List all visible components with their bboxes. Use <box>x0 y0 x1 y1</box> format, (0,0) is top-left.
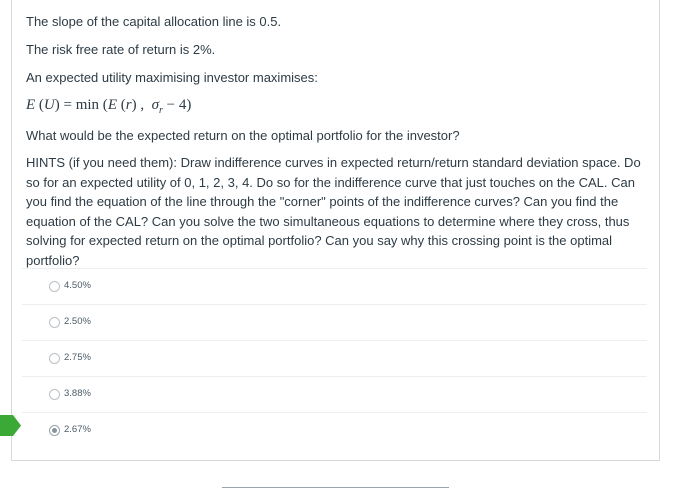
answer-label: 4.50% <box>64 280 91 291</box>
question-line-utility: An expected utility maximising investor maximises: <box>26 70 318 85</box>
question-line-risk-free: The risk free rate of return is 2%. <box>26 42 216 57</box>
answer-option[interactable] <box>22 304 647 340</box>
answer-label: 2.67% <box>64 424 91 435</box>
question-hints: HINTS (if you need them): Draw indifference curves in expected return/return standard deviation space. Do so for an expected utility of 0, 1, 2, 3, 4. Do so for the indifference curve that just touches on the CAL. Can you find the equation of the line through the "corner" points of the indifference curves? Can you find the equation of the CAL? Can you solve the two simultaneous equations to determine where they cross, thus solving for expected return on the optimal portfolio? Can you say why this crossing point is the optimal portfolio? <box>26 155 641 268</box>
answer-option-selected[interactable] <box>22 412 647 448</box>
radio-button[interactable] <box>49 281 60 292</box>
answer-option[interactable] <box>22 340 647 376</box>
question-line-slope: The slope of the capital allocation line is 0.5. <box>26 14 282 29</box>
answer-label: 2.50% <box>64 316 91 327</box>
radio-button[interactable] <box>49 317 60 328</box>
answer-option[interactable] <box>22 376 647 412</box>
answer-label: 3.88% <box>64 388 91 399</box>
correct-answer-arrow-icon <box>0 415 21 436</box>
answer-option[interactable] <box>22 268 647 304</box>
bottom-divider <box>222 487 449 488</box>
radio-button[interactable] <box>49 353 60 364</box>
utility-formula: E (U) = min (E (r) , $\sigma_r - 4$) <box>26 97 192 116</box>
radio-button-selected[interactable] <box>49 425 60 436</box>
answer-label: 2.75% <box>64 352 91 363</box>
question-prompt: What would be the expected return on the optimal portfolio for the investor? <box>26 128 460 143</box>
question-card <box>11 0 660 461</box>
radio-button[interactable] <box>49 389 60 400</box>
answer-list <box>22 268 647 448</box>
